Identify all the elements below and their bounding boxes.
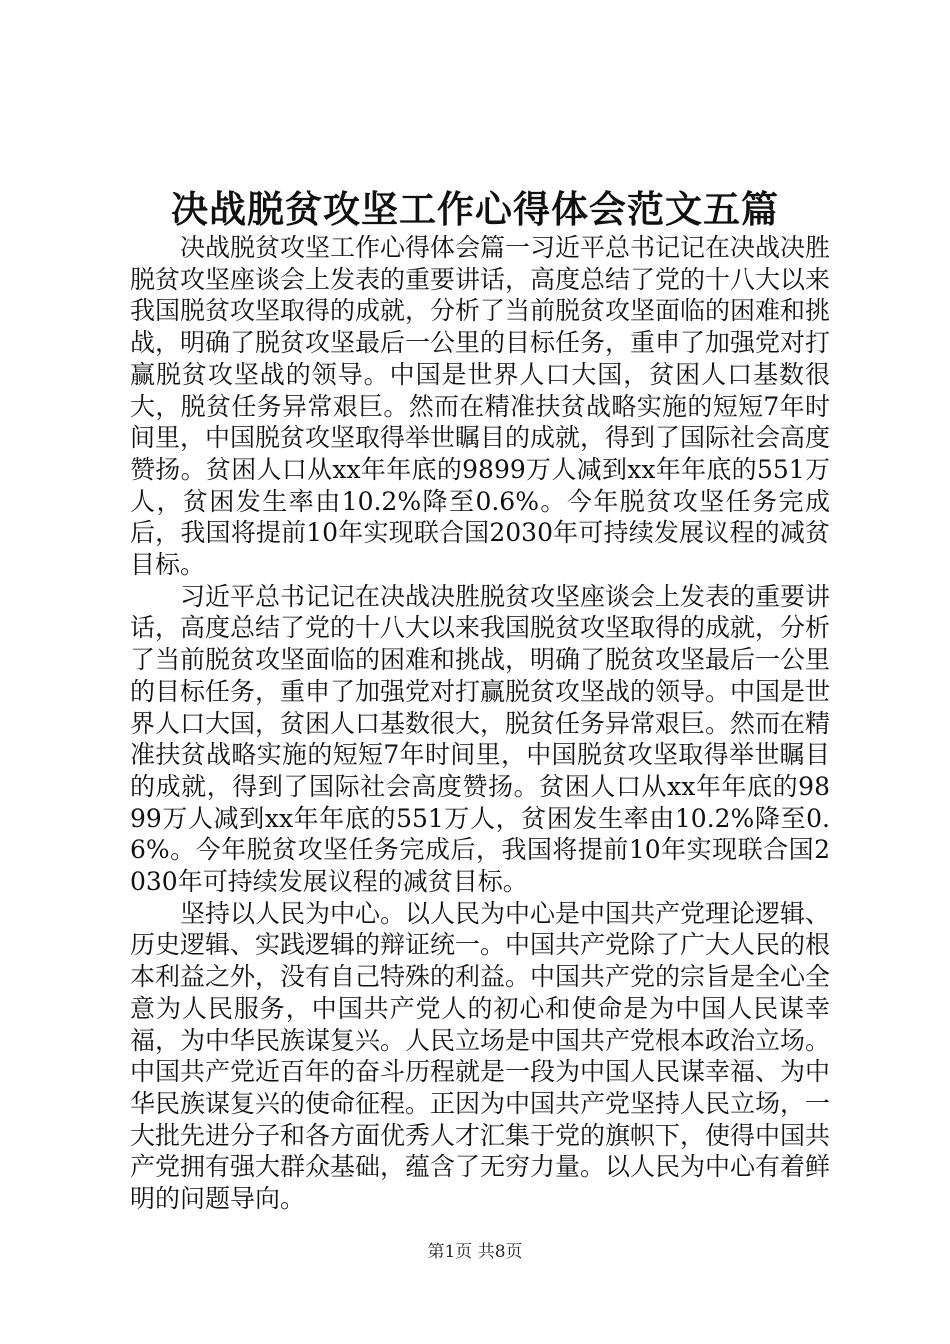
document-body bbox=[130, 232, 830, 1215]
page-number-footer: 第1页 共8页 bbox=[427, 1242, 523, 1262]
paragraph-1: 决战脱贫攻坚工作心得体会篇一习近平总书记记在决战决胜脱贫攻坚座谈会上发表的重要讲话，高度总结了党的十八大以来我国脱贫攻坚取得的成就，分析了当前脱贫攻坚面临的困难和挑战，明确了脱贫攻坚最后一公里的目标任务，重申了加强党对打赢脱贫攻坚战的领导。中国是世界人口大国，贫困人口基数很大，脱贫任务异常艰巨。然而在精准扶贫战略实施的短短7年时间里，中国脱贫攻坚取得举世瞩目的成就，得到了国际社会高度赞扬。贫困人口从xx年年底的9899万人减到xx年年底的551万人，贫困发生率由10.2%降至0.6%。今年脱贫攻坚任务完成后，我国将提前10年实现联合国2030年可持续发展议程的减贫目标。 bbox=[130, 233, 831, 580]
paragraph-2: 习近平总书记记在决战决胜脱贫攻坚座谈会上发表的重要讲话，高度总结了党的十八大以来我国脱贫攻坚取得的成就，分析了当前脱贫攻坚面临的困难和挑战，明确了脱贫攻坚最后一公里的目标任务，重申了加强党对打赢脱贫攻坚战的领导。中国是世界人口大国，贫困人口基数很大，脱贫任务异常艰巨。然而在精准扶贫战略实施的短短7年时间里，中国脱贫攻坚取得举世瞩目的成就，得到了国际社会高度赞扬。贫困人口从xx年年底的9899万人减到xx年年底的551万人，贫困发生率由10.2%降至0.6%。今年脱贫攻坚任务完成后，我国将提前10年实现联合国2030年可持续发展议程的减贫目标。 bbox=[130, 581, 831, 897]
paragraph-3: 坚持以人民为中心。以人民为中心是中国共产党理论逻辑、历史逻辑、实践逻辑的辩证统一。中国共产党除了广大人民的根本利益之外，没有自己特殊的利益。中国共产党的宗旨是全心全意为人民服务，中国共产党人的初心和使命是为中国人民谋幸福，为中华民族谋复兴。人民立场是中国共产党根本政治立场。中国共产党近百年的奋斗历程就是一段为中国人民谋幸福、为中华民族谋复兴的使命征程。正因为中国共产党坚持人民立场，一大批先进分子和各方面优秀人才汇集于党的旗帜下，使得中国共产党拥有强大群众基础，蕴含了无穷力量。以人民为中心有着鲜明的问题导向。 bbox=[130, 898, 831, 1214]
document-title: 决战脱贫攻坚工作心得体会范文五篇 bbox=[171, 187, 779, 231]
